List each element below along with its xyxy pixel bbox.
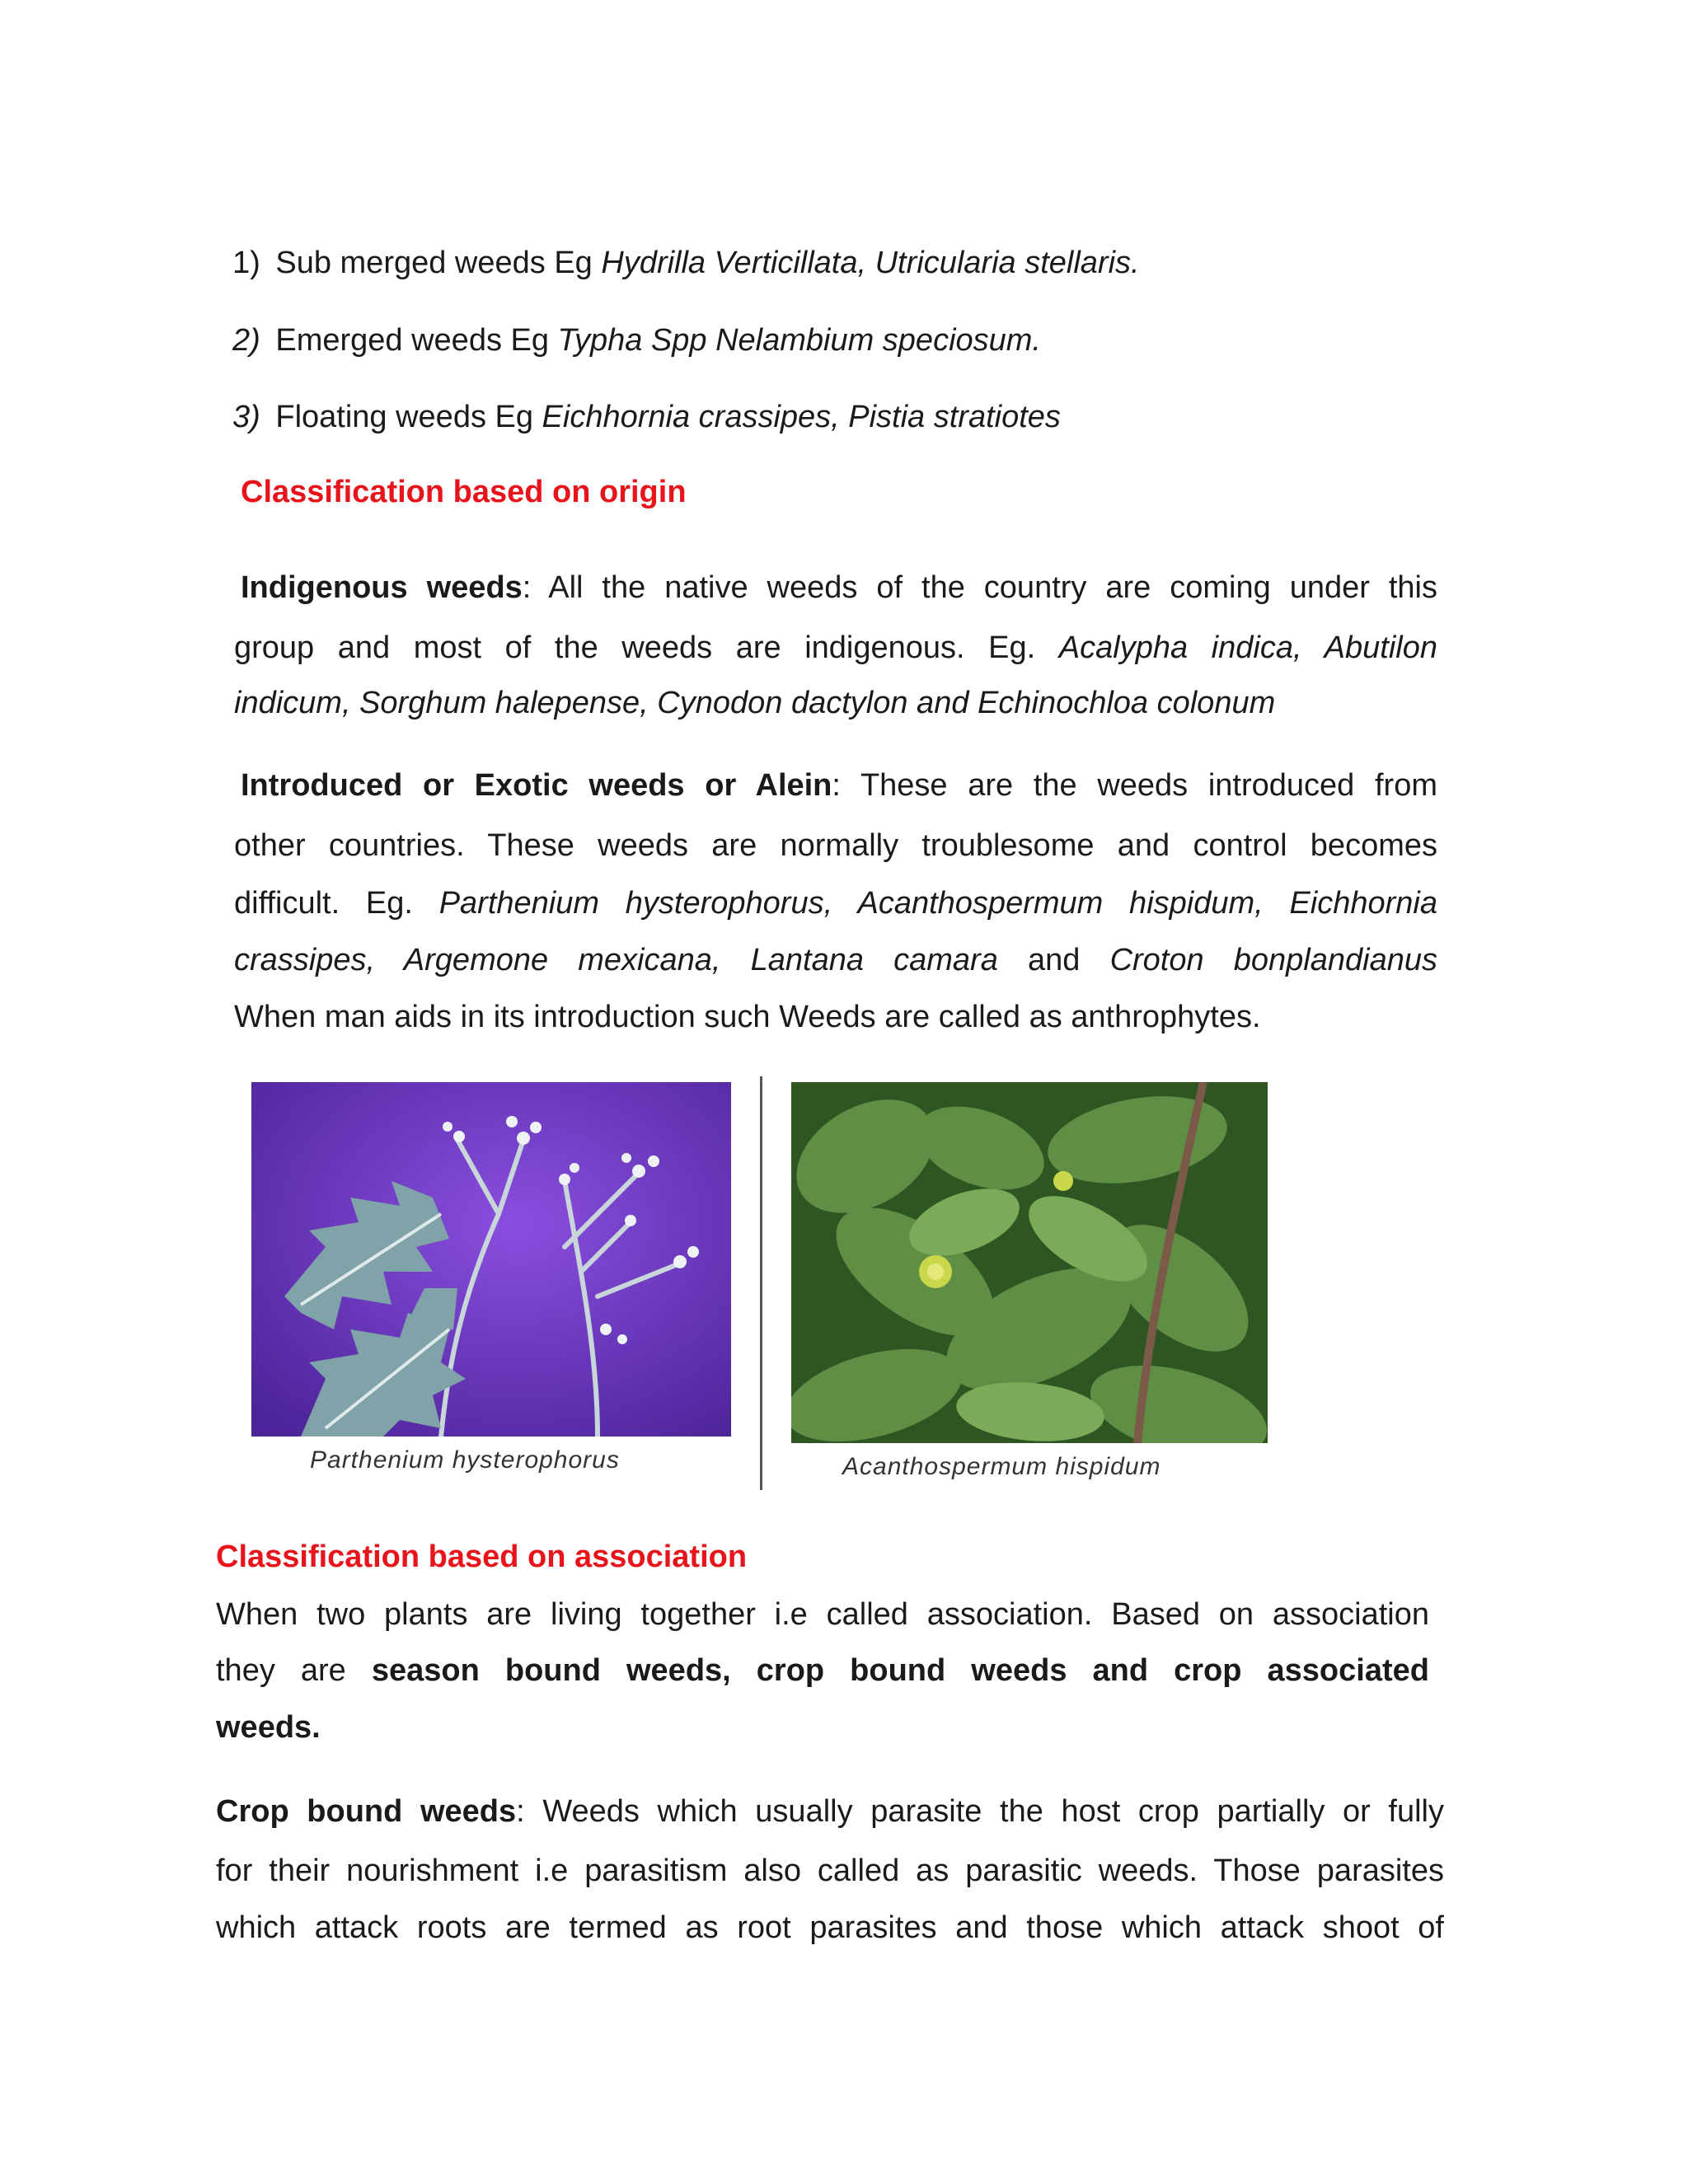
paragraph-line: When man aids in its introduction such Weeds are called as anthrophytes. [234,1000,1261,1034]
section-heading-association: Classification based on association [216,1540,748,1574]
paragraph-line: When two plants are living together i.e called association. Based on association [216,1597,1429,1632]
term-introduced: Introduced or Exotic weeds or Alein [241,768,832,803]
paragraph-line [234,884,1437,922]
paragraph-text: group and most of the weeds are indigenous. Eg. [234,630,1059,665]
paragraph-line [216,1652,1429,1690]
list-text: Emerged weeds Eg [275,323,558,358]
paragraph-line [241,569,1437,607]
paragraph-line: for their nourishment i.e parasitism also called as parasitic weeds. Those parasites [216,1854,1444,1888]
term-indigenous: Indigenous weeds [241,570,523,605]
list-item [232,321,1041,359]
species-names: indicum, Sorghum halepense, Cynodon dactylon and Echinochloa colonum [234,686,1276,720]
image-divider [760,1076,762,1490]
section-heading-origin: Classification based on origin [241,475,687,509]
paragraph-line [234,941,1437,979]
paragraph-text: they are [216,1653,372,1688]
list-item [232,398,1061,436]
paragraph-line [216,1793,1444,1830]
bold-text: weeds. [216,1710,321,1745]
list-text: Floating weeds Eg [275,400,542,434]
list-item [232,244,1140,282]
paragraph-text: : Weeds which usually parasite the host crop partially or fully [516,1794,1444,1829]
paragraph-line: which attack roots are termed as root parasites and those which attack shoot of [216,1910,1444,1945]
paragraph-line [234,629,1437,667]
species-names: Croton bonplandianus [1109,943,1437,977]
species-names: Parthenium hysterophorus, Acanthospermum hispidum, Eichhornia [438,886,1437,921]
list-text: Sub merged weeds Eg [275,246,602,280]
species-names: Hydrilla Verticillata, Utricularia stellaris. [601,246,1140,280]
list-number: 3) [232,400,260,434]
bold-text: season bound weeds, crop bound weeds and crop associated [371,1653,1429,1688]
paragraph-line: other countries. These weeds are normally troublesome and control becomes [234,828,1437,863]
parthenium-photo [251,1082,731,1436]
image-caption: Acanthospermum hispidum [842,1453,1161,1480]
image-caption: Parthenium hysterophorus [310,1446,620,1474]
paragraph-text: difficult. Eg. [234,886,439,921]
species-names: Acalypha indica, Abutilon [1058,630,1438,665]
list-number: 1) [232,246,260,280]
acanthospermum-photo [791,1082,1268,1443]
species-names: Eichhornia crassipes, Pistia stratiotes [542,400,1061,434]
paragraph-text: and [997,943,1110,977]
paragraph-line [241,766,1437,804]
species-names: crassipes, Argemone mexicana, Lantana camara [234,943,998,977]
list-number: 2) [232,323,260,358]
paragraph-text: : These are the weeds introduced from [832,768,1437,803]
term-crop-bound: Crop bound weeds [216,1794,517,1829]
species-names: Typha Spp Nelambium speciosum. [557,323,1041,358]
paragraph-text: : All the native weeds of the country are coming under this [522,570,1437,605]
